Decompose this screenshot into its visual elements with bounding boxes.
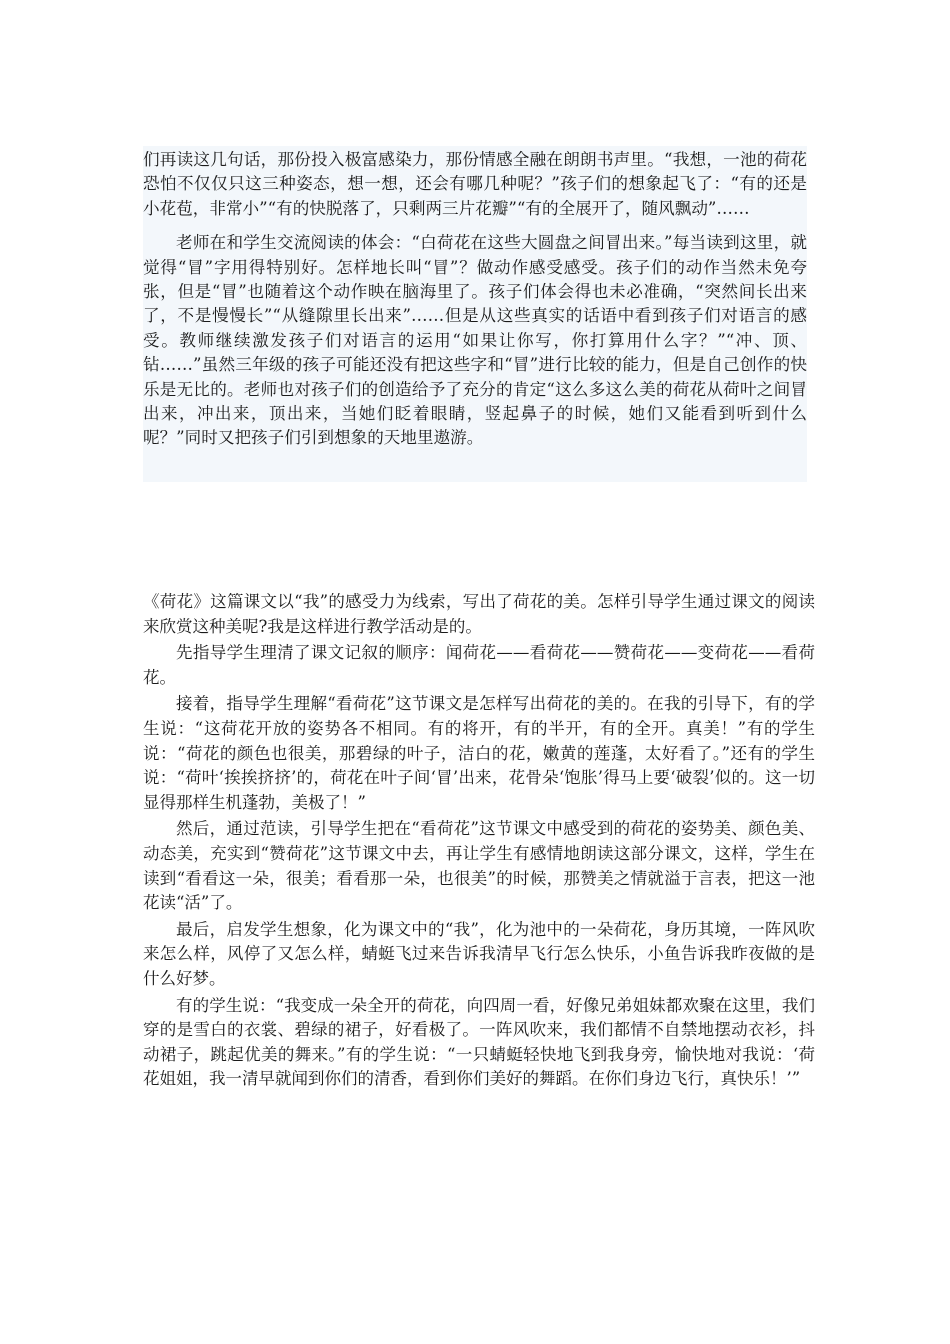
paragraph-student-responses: 有的学生说：“我变成一朵全开的荷花，向四周一看，好像兄弟姐妹都欢聚在这里，我们穿的是雪白的衣裳、碧绿的裙子，好看极了。一阵风吹来，我们都情不自禁地摆动衣衫，抖动裙子，跳起优美的舞来。”有的学生说：“一只蜻蜓轻快地飞到我身旁，愉快地对我说：‘荷花姐姐，我一清早就闻到你们的清香，看到你们美好的舞蹈。在你们身边飞行，真快乐！’” — [143, 995, 815, 1089]
paragraph-imagination: 最后，启发学生想象，化为课文中的“我”，化为池中的一朵荷花，身历其境，一阵风吹来怎么样，风停了又怎么样，蜻蜓飞过来告诉我清早飞行怎么快乐，小鱼告诉我昨夜做的是什么好梦。 — [143, 919, 815, 988]
paragraph-intro: 《荷花》这篇课文以“我”的感受力为线索，写出了荷花的美。怎样引导学生通过课文的阅读来欣赏这种美呢?我是这样进行教学活动是的。 — [143, 592, 815, 636]
paragraph-model-reading: 然后，通过范读，引导学生把在“看荷花”这节课文中感受到的荷花的姿势美、颜色美、动态美，充实到“赞荷花”这节课文中去，再让学生有感情地朗读这部分课文，这样，学生在读到“看看这一朵，很美；看看那一朵，也很美”的时候，那赞美之情就溢于言表，把这一池花读“活”了。 — [143, 819, 815, 913]
main-text-block — [143, 590, 815, 1092]
paragraph-look-at-lotus: 接着，指导学生理解“看荷花”这节课文是怎样写出荷花的美的。在我的引导下，有的学生说：“这荷花开放的姿势各不相同。有的将开，有的半开，有的全开。真美！”有的学生说：“荷花的颜色也很美，那碧绿的叶子，洁白的花，嫩黄的莲蓬，太好看了。”还有的学生说：“荷叶‘挨挨挤挤’的，荷花在叶子间‘冒’出来，花骨朵‘饱胀’得马上要‘破裂’似的。这一切显得那样生机蓬勃，美极了！” — [143, 694, 815, 812]
paragraph-continuation: 们再读这几句话，那份投入极富感染力，那份情感全融在朗朗书声里。“我想，一池的荷花恐怕不仅仅只这三种姿态，想一想，还会有哪几种呢？”孩子们的想象起飞了：“有的还是小花苞，非常小”“有的快脱落了，只剩两三片花瓣”“有的全展开了，随风飘动”…… — [143, 150, 807, 218]
highlighted-text-block — [143, 146, 807, 482]
paragraph-teacher-exchange: 老师在和学生交流阅读的体会：“白荷花在这些大圆盘之间冒出来。”每当读到这里，就觉得“冒”字用得特别好。怎样地长叫“冒”？做动作感受感受。孩子们的动作当然未免夸张，但是“冒”也随着这个动作映在脑海里了。孩子们体会得也未必准确，“突然间长出来了，不是慢慢长”“从缝隙里长出来”……但是从这些真实的话语中看到孩子们对语言的感受。教师继续激发孩子们对语言的运用“如果让你写，你打算用什么字？”“冲、顶、钻……”虽然三年级的孩子可能还没有把这些字和“冒”进行比较的能力，但是自己创作的快乐是无比的。老师也对孩子们的创造给予了充分的肯定“这么多这么美的荷花从荷叶之间冒出来，冲出来，顶出来，当她们眨着眼睛，竖起鼻子的时候，她们又能看到听到什么呢？”同时又把孩子们引到想象的天地里遨游。 — [143, 233, 807, 448]
paragraph-sequence: 先指导学生理清了课文记叙的顺序：闻荷花——看荷花——赞荷花——变荷花——看荷花。 — [143, 643, 815, 687]
